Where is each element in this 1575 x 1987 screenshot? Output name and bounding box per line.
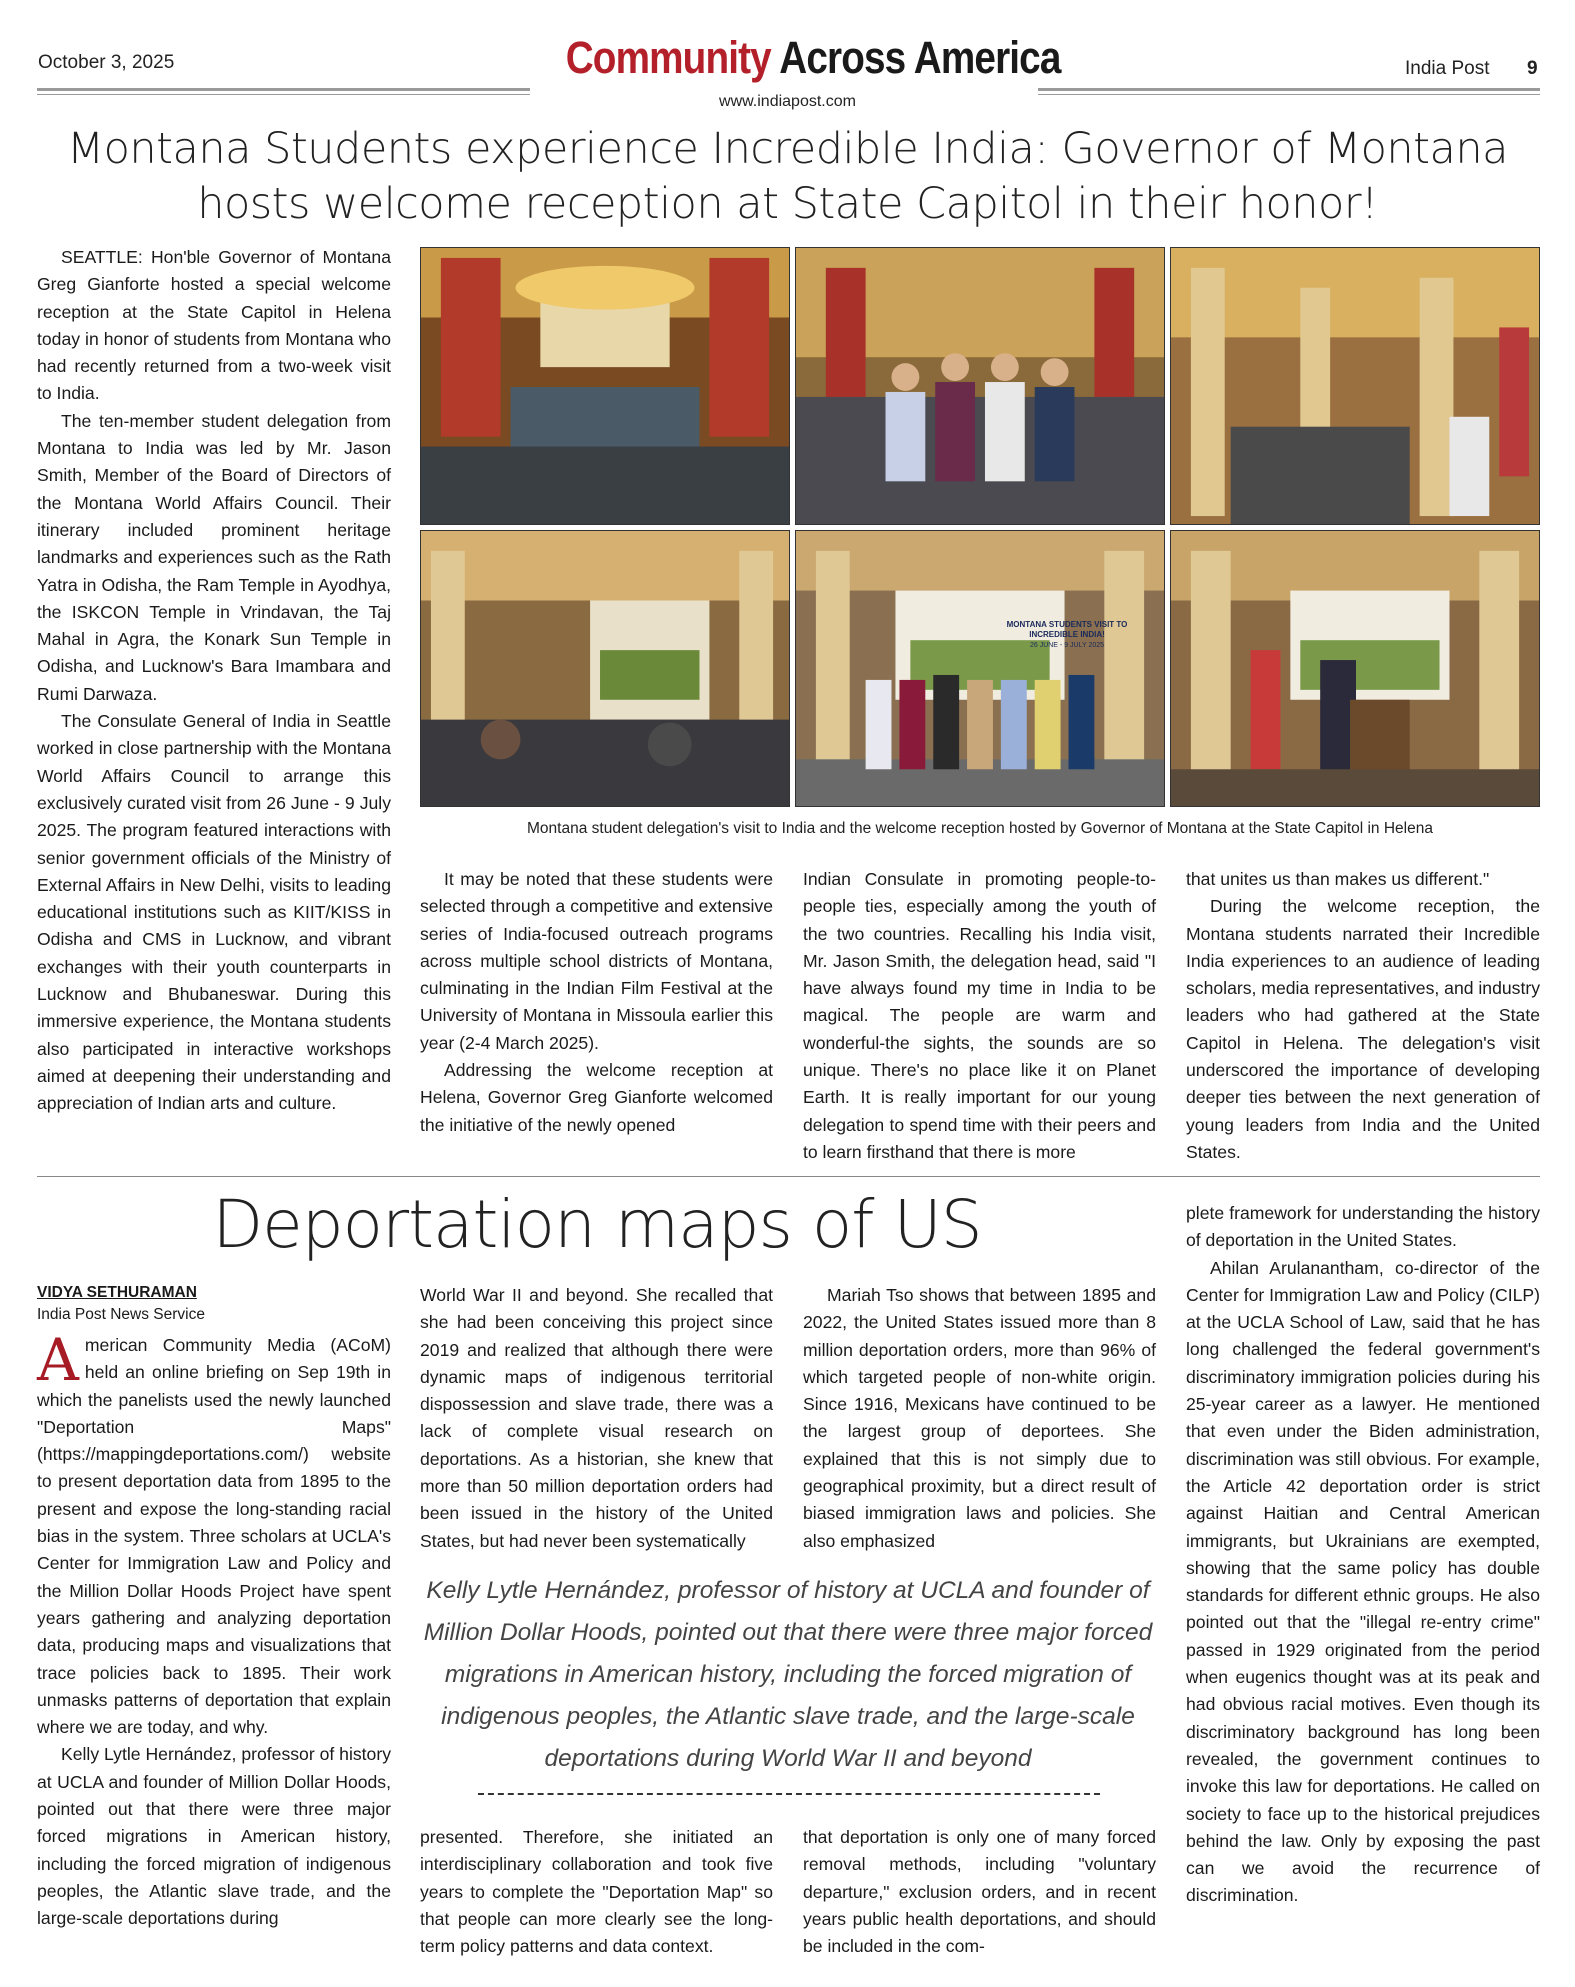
paragraph: that unites us than makes us different." [1186,869,1490,889]
lead-text: merican Community Media (ACoM) held an online briefing on Sep 19th in which the panelists used the newly launched "Deportation Maps" (https://mappingdeportations.com/) website to present deportation data from 1895 to the present and expose the long-standing racial bias in the system. Three scholars at UCLA's Center for Immigration Law and Policy and the Million Dollar Hoods Project have spent years gathering and analyzing deportation data, producing maps and visualizations that trace policies back to 1895. Their work unmasks patterns of deportation that explain where we are today, and why. [37,1335,391,1738]
paragraph: Ahilan Arulanantham, co-director of the Center for Immigration Law and Policy (CILP) at the UCLA School of Law, said that he has long challenged the federal government's discriminatory immigration policies during his 25-year career as a lawyer. He mentioned that even under the Biden administration, discrimination was still obvious. For example, the Article 42 deportation order is strict against Haitian and Central American immigrants, but Ukrainians are exempted, showing that the same policy has double standards for different ethnic groups. He also pointed out that the "illegal re-entry crime" passed in 1929 originated from the period when eugenics thought was at its peak and had obvious racial motives. Even though its discriminatory background has long been revealed, the government continues to invoke this law for deportations. He called on society to face up to the historical prejudices behind the law. Only by exposing the past can we avoid the recurrence of discrimination. [1186,1257,1540,1906]
article1-column-1 [37,244,391,1118]
article1-column-4 [1186,866,1540,1166]
article2-column-3-top [803,1282,1156,1555]
issue-date: October 3, 2025 [38,52,175,73]
article2-column-3-bottom [803,1824,1156,1960]
paragraph: Mariah Tso shows that between 1895 and 2022, the United States issued more than 8 million deportation orders, more than 96% of which targeted people of non-white origin. Since 1916, Mexicans have continued to be the largest group of deportees. She explained that this is not simply due to geographical proximity, but a direct result of biased immigration laws and policies. She also emphasized [803,1285,1156,1551]
paragraph: plete framework for understanding the history of deportation in the United States. [1186,1203,1540,1251]
website-url: www.indiapost.com [719,93,856,110]
paragraph: Addressing the welcome reception at Helena, Governor Greg Gianforte welcomed the initiative of the newly opened [420,1060,773,1135]
drop-cap: A [37,1326,79,1394]
pull-quote: Kelly Lytle Hernández, professor of history at UCLA and founder of Million Dollar Hoods, pointed out that there were three major forced migrations in American history, including the forced migration of indigenous peoples, the Atlantic slave trade, and the large-scale deportations during World War II and beyond [423,1577,1153,1772]
article2-headline: Deportation maps of US [212,1186,982,1263]
banner-text: MONTANA STUDENTS VISIT TO INCREDIBLE INDIA! [1006,620,1128,639]
section-divider [37,1176,1540,1177]
article2-column-2-top [420,1282,773,1555]
header-rule-left [37,88,530,91]
photo-banner-audience [420,530,790,807]
author-byline: VIDYA SETHURAMAN [37,1284,197,1301]
paragraph: Kelly Lytle Hernández, professor of history at UCLA and founder of Million Dollar Hoods, pointed out that there were three major forced migrations in American history, including the forced migration of indigenous peoples, the Atlantic slave trade, and the large-scale deportations during [37,1744,391,1929]
pull-quote-rule [478,1793,1100,1795]
article1-column-2 [420,866,773,1139]
article2-column-2-bottom [420,1824,773,1960]
photo-caption: Montana student delegation's visit to India and the welcome reception hosted by Governor of Montana at the State Capitol in Helena [527,820,1433,837]
photo-hall-speaker [1170,247,1540,525]
page-number: 9 [1527,58,1538,79]
paragraph [37,1326,391,1741]
banner-dates: 26 JUNE - 9 JULY 2025 [1029,642,1105,649]
header-rule-left-thin [37,94,530,95]
publication-name: India Post [1405,58,1490,79]
photo-rotunda-overhead [420,247,790,525]
article1-headline: Montana Students experience Incredible India: Governor of Montana hosts welcome reception at State Capitol in their honor! [67,124,1508,229]
section-title-part1: Community [565,32,771,83]
section-title [565,32,1061,84]
paragraph: It may be noted that these students were selected through a competitive and extensive series of India-focused outreach programs across multiple school districts of Montana, culminating in the Indian Film Festival at the University of Montana in Missoula earlier this year (2-4 March 2025). [420,869,773,1053]
article2-column-1 [37,1326,391,1933]
paragraph: that deportation is only one of many forced removal methods, including "voluntary departure," exclusion orders, and in recent years public health deportations, and should be included in the com- [803,1827,1156,1957]
article2-column-4 [1186,1200,1540,1910]
paragraph: World War II and beyond. She recalled that she had been conceiving this project since 2019 and realized that although there were dynamic maps of indigenous territorial dispossession and slave trade, there was a lack of complete visual research on deportations. As a historian, she knew that more than 50 million deportation orders had been issued in the history of the United States, but had never been systematically [420,1285,773,1551]
paragraph: SEATTLE: Hon'ble Governor of Montana Greg Gianforte hosted a special welcome reception at the State Capitol in Helena today in honor of students from Montana who had recently returned from a two-week visit to India. [37,247,391,404]
paragraph: The Consulate General of India in Seattle worked in close partnership with the Montana World Affairs Council to arrange this exclusively curated visit from 26 June - 9 July 2025. The program featured interactions with senior government officials of the Ministry of External Affairs in New Delhi, visits to leading educational institutions such as KIIT/KISS in Odisha and CMS in Lucknow, and vibrant exchanges with their youth counterparts in Lucknow and Bhubaneswar. During this immersive experience, the Montana students also participated in interactive workshops aimed at deepening their understanding and appreciation of Indian arts and culture. [37,711,391,1114]
paragraph: presented. Therefore, she initiated an interdisciplinary collaboration and took five years to complete the "Deportation Map" so that people can more clearly see the long-term policy patterns and data context. [420,1827,773,1957]
photo-group-banner [795,530,1165,807]
news-service: India Post News Service [37,1306,205,1323]
header-rule-right [1038,88,1540,91]
paragraph: During the welcome reception, the Montana students narrated their Incredible India experiences to an audience of leading scholars, media representatives, and industry leaders who had gathered at the State Capitol in Helena. The delegation's visit underscored the importance of developing deeper ties between the next generation of young leaders from India and the United States. [1186,896,1541,1162]
section-title-part2: Across America [779,32,1061,83]
header-rule-right-thin [1038,94,1540,95]
article1-column-3 [803,866,1156,1166]
paragraph: The ten-member student delegation from Montana to India was led by Mr. Jason Smith, Member of the Board of Directors of the Montana World Affairs Council. Their itinerary included prominent heritage landmarks and experiences such as the Rath Yatra in Odisha, the Ram Temple in Ayodhya, the ISKCON Temple in Vrindavan, the Taj Mahal in Agra, the Konark Sun Temple in Odisha, and Lucknow's Bara Imambara and Rumi Darwaza. [37,410,391,704]
photo-collage [420,247,1540,807]
photo-podium-speaker [1170,530,1540,807]
paragraph: Indian Consulate in promoting people-to-people ties, especially among the youth of the two countries. Recalling his India visit, Mr. Jason Smith, the delegation head, said "I have always found my time in India to be magical. The people are warm and wonderful-the sights, the sounds are so unique. There's no place like it on Planet Earth. It is really important for our young delegation to spend time with their peers and to learn firsthand that there is more [803,869,1156,1162]
photo-seated-students [795,247,1165,525]
